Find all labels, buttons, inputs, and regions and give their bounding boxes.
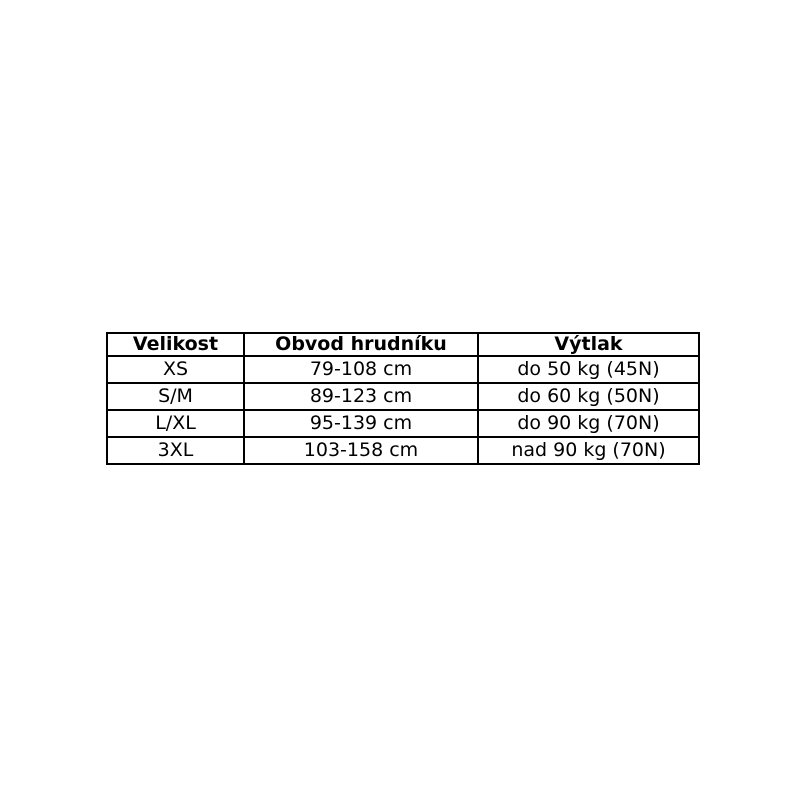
- cell-buoyancy: do 90 kg (70N): [478, 410, 699, 437]
- size-chart-table: [106, 332, 700, 465]
- table-row-xs: [107, 356, 699, 383]
- table-row-lxl: [107, 410, 699, 437]
- size-chart-header: [107, 333, 699, 356]
- column-header-velikost: Velikost: [107, 333, 244, 356]
- cell-size: L/XL: [107, 410, 244, 437]
- cell-chest-range: 95-139 cm: [244, 410, 478, 437]
- cell-buoyancy: do 60 kg (50N): [478, 383, 699, 410]
- cell-size: 3XL: [107, 437, 244, 464]
- cell-size: S/M: [107, 383, 244, 410]
- cell-chest-range: 89-123 cm: [244, 383, 478, 410]
- cell-buoyancy: do 50 kg (45N): [478, 356, 699, 383]
- header-row: [107, 333, 699, 356]
- cell-buoyancy: nad 90 kg (70N): [478, 437, 699, 464]
- cell-size: XS: [107, 356, 244, 383]
- table-row-sm: [107, 383, 699, 410]
- cell-chest-range: 79-108 cm: [244, 356, 478, 383]
- table-row-3xl: [107, 437, 699, 464]
- cell-chest-range: 103-158 cm: [244, 437, 478, 464]
- column-header-obvod-hrudniku: Obvod hrudníku: [244, 333, 478, 356]
- size-chart-body: [107, 356, 699, 464]
- column-header-vytlak: Výtlak: [478, 333, 699, 356]
